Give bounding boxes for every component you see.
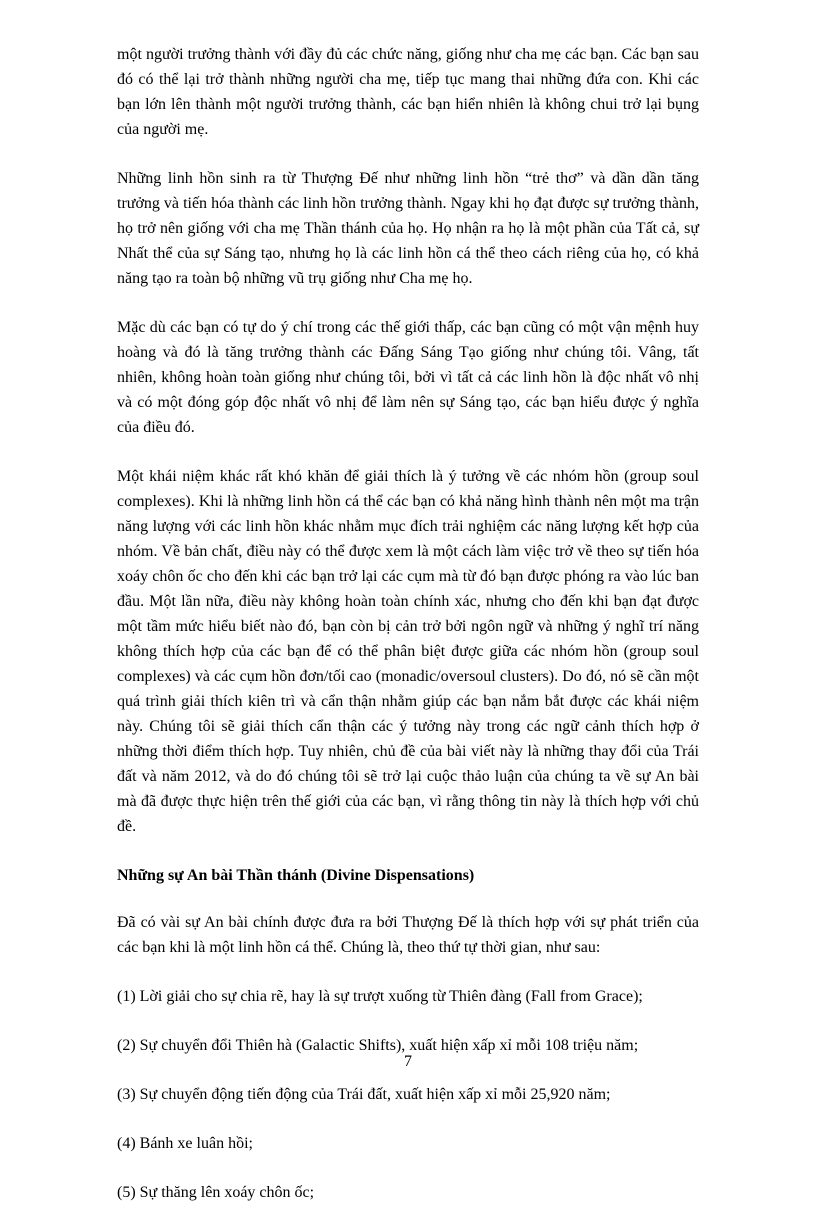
paragraph-1: một người trưởng thành với đầy đủ các chức năng, giống như cha mẹ các bạn. Các bạn sau đó có thể lại trở thành những người cha mẹ, tiếp tục mang thai những đứa con. Khi các bạn lớn lên thành một người trưởng thành, các bạn hiển nhiên là không chui trở lại bụng của người mẹ. [117,46,699,138]
list-item-2: (2) Sự chuyển đổi Thiên hà (Galactic Shifts), xuất hiện xấp xỉ mỗi 108 triệu năm; [117,1037,639,1054]
intro-paragraph: Đã có vài sự An bài chính được đưa ra bởi Thượng Đế là thích hợp với sự phát triển của các bạn khi là một linh hồn cá thể. Chúng là, theo thứ tự thời gian, như sau: [117,914,699,956]
section-heading: Những sự An bài Thần thánh (Divine Dispensations) [117,867,475,884]
list-item-3: (3) Sự chuyển động tiến động của Trái đất, xuất hiện xấp xỉ mỗi 25,920 năm; [117,1086,611,1103]
paragraph-2: Những linh hồn sinh ra từ Thượng Đế như những linh hồn “trẻ thơ” và dần dần tăng trưởng và tiến hóa thành các linh hồn trưởng thành. Ngay khi họ đạt được sự trưởng thành, họ trở nên giống với cha mẹ Thần thánh của họ. Họ nhận ra họ là một phần của Tất cả, sự Nhất thể của sự Sáng tạo, nhưng họ là các linh hồn cá thể theo cách riêng của họ, có khả năng tạo ra toàn bộ những vũ trụ giống như Cha mẹ họ. [117,170,699,287]
list-item-4: (4) Bánh xe luân hồi; [117,1135,253,1152]
list-item-5: (5) Sự thăng lên xoáy chôn ốc; [117,1184,315,1201]
paragraph-3: Mặc dù các bạn có tự do ý chí trong các thế giới thấp, các bạn cũng có một vận mệnh huy hoàng và đó là tăng trưởng thành các Đấng Sáng Tạo giống như chúng tôi. Vâng, tất nhiên, không hoàn toàn giống như chúng tôi, bởi vì tất cả các linh hồn là độc nhất vô nhị và có một đóng góp độc nhất vô nhị để làm nên sự Sáng tạo, các bạn hiểu được ý nghĩa của điều đó. [117,319,699,436]
page-body [117,42,699,1229]
paragraph-4: Một khái niệm khác rất khó khăn để giải thích là ý tưởng về các nhóm hồn (group soul complexes). Khi là những linh hồn cá thể các bạn có khả năng hình thành nên một ma trận năng lượng với các linh hồn khác nhằm mục đích trải nghiệm các năng lượng kết hợp của nhóm. Về bản chất, điều này có thể được xem là một cách làm việc trở về theo sự tiến hóa xoáy chôn ốc cho đến khi các bạn trở lại các cụm mà từ đó bạn được phóng ra vào lúc ban đầu. Một lần nữa, điều này không hoàn toàn chính xác, nhưng cho đến khi bạn đạt được một tầm mức hiểu biết nào đó, bạn còn bị cản trở bởi ngôn ngữ và những ý nghĩ trí năng không thích hợp của các bạn để có thể phân biệt được giữa các nhóm hồn (group soul complexes) và các cụm hồn đơn/tối cao (monadic/oversoul clusters). Do đó, nó sẽ cần một quá trình giải thích kiên trì và cẩn thận nhằm giúp các bạn nắm bắt được các khái niệm này. Chúng tôi sẽ giải thích cẩn thận các ý tưởng này trong các ngữ cảnh thích hợp ở những thời điểm thích hợp. Tuy nhiên, chủ đề của bài viết này là những thay đổi của Trái đất và năm 2012, và do đó chúng tôi sẽ trở lại cuộc thảo luận của chúng ta về sự An bài mà đã được thực hiện trên thế giới của các bạn, vì rằng thông tin này là thích hợp với chủ đề. [117,468,699,835]
page-number: 7 [404,1053,412,1070]
list-item-1: (1) Lời giải cho sự chia rẽ, hay là sự trượt xuống từ Thiên đàng (Fall from Grace); [117,988,643,1005]
